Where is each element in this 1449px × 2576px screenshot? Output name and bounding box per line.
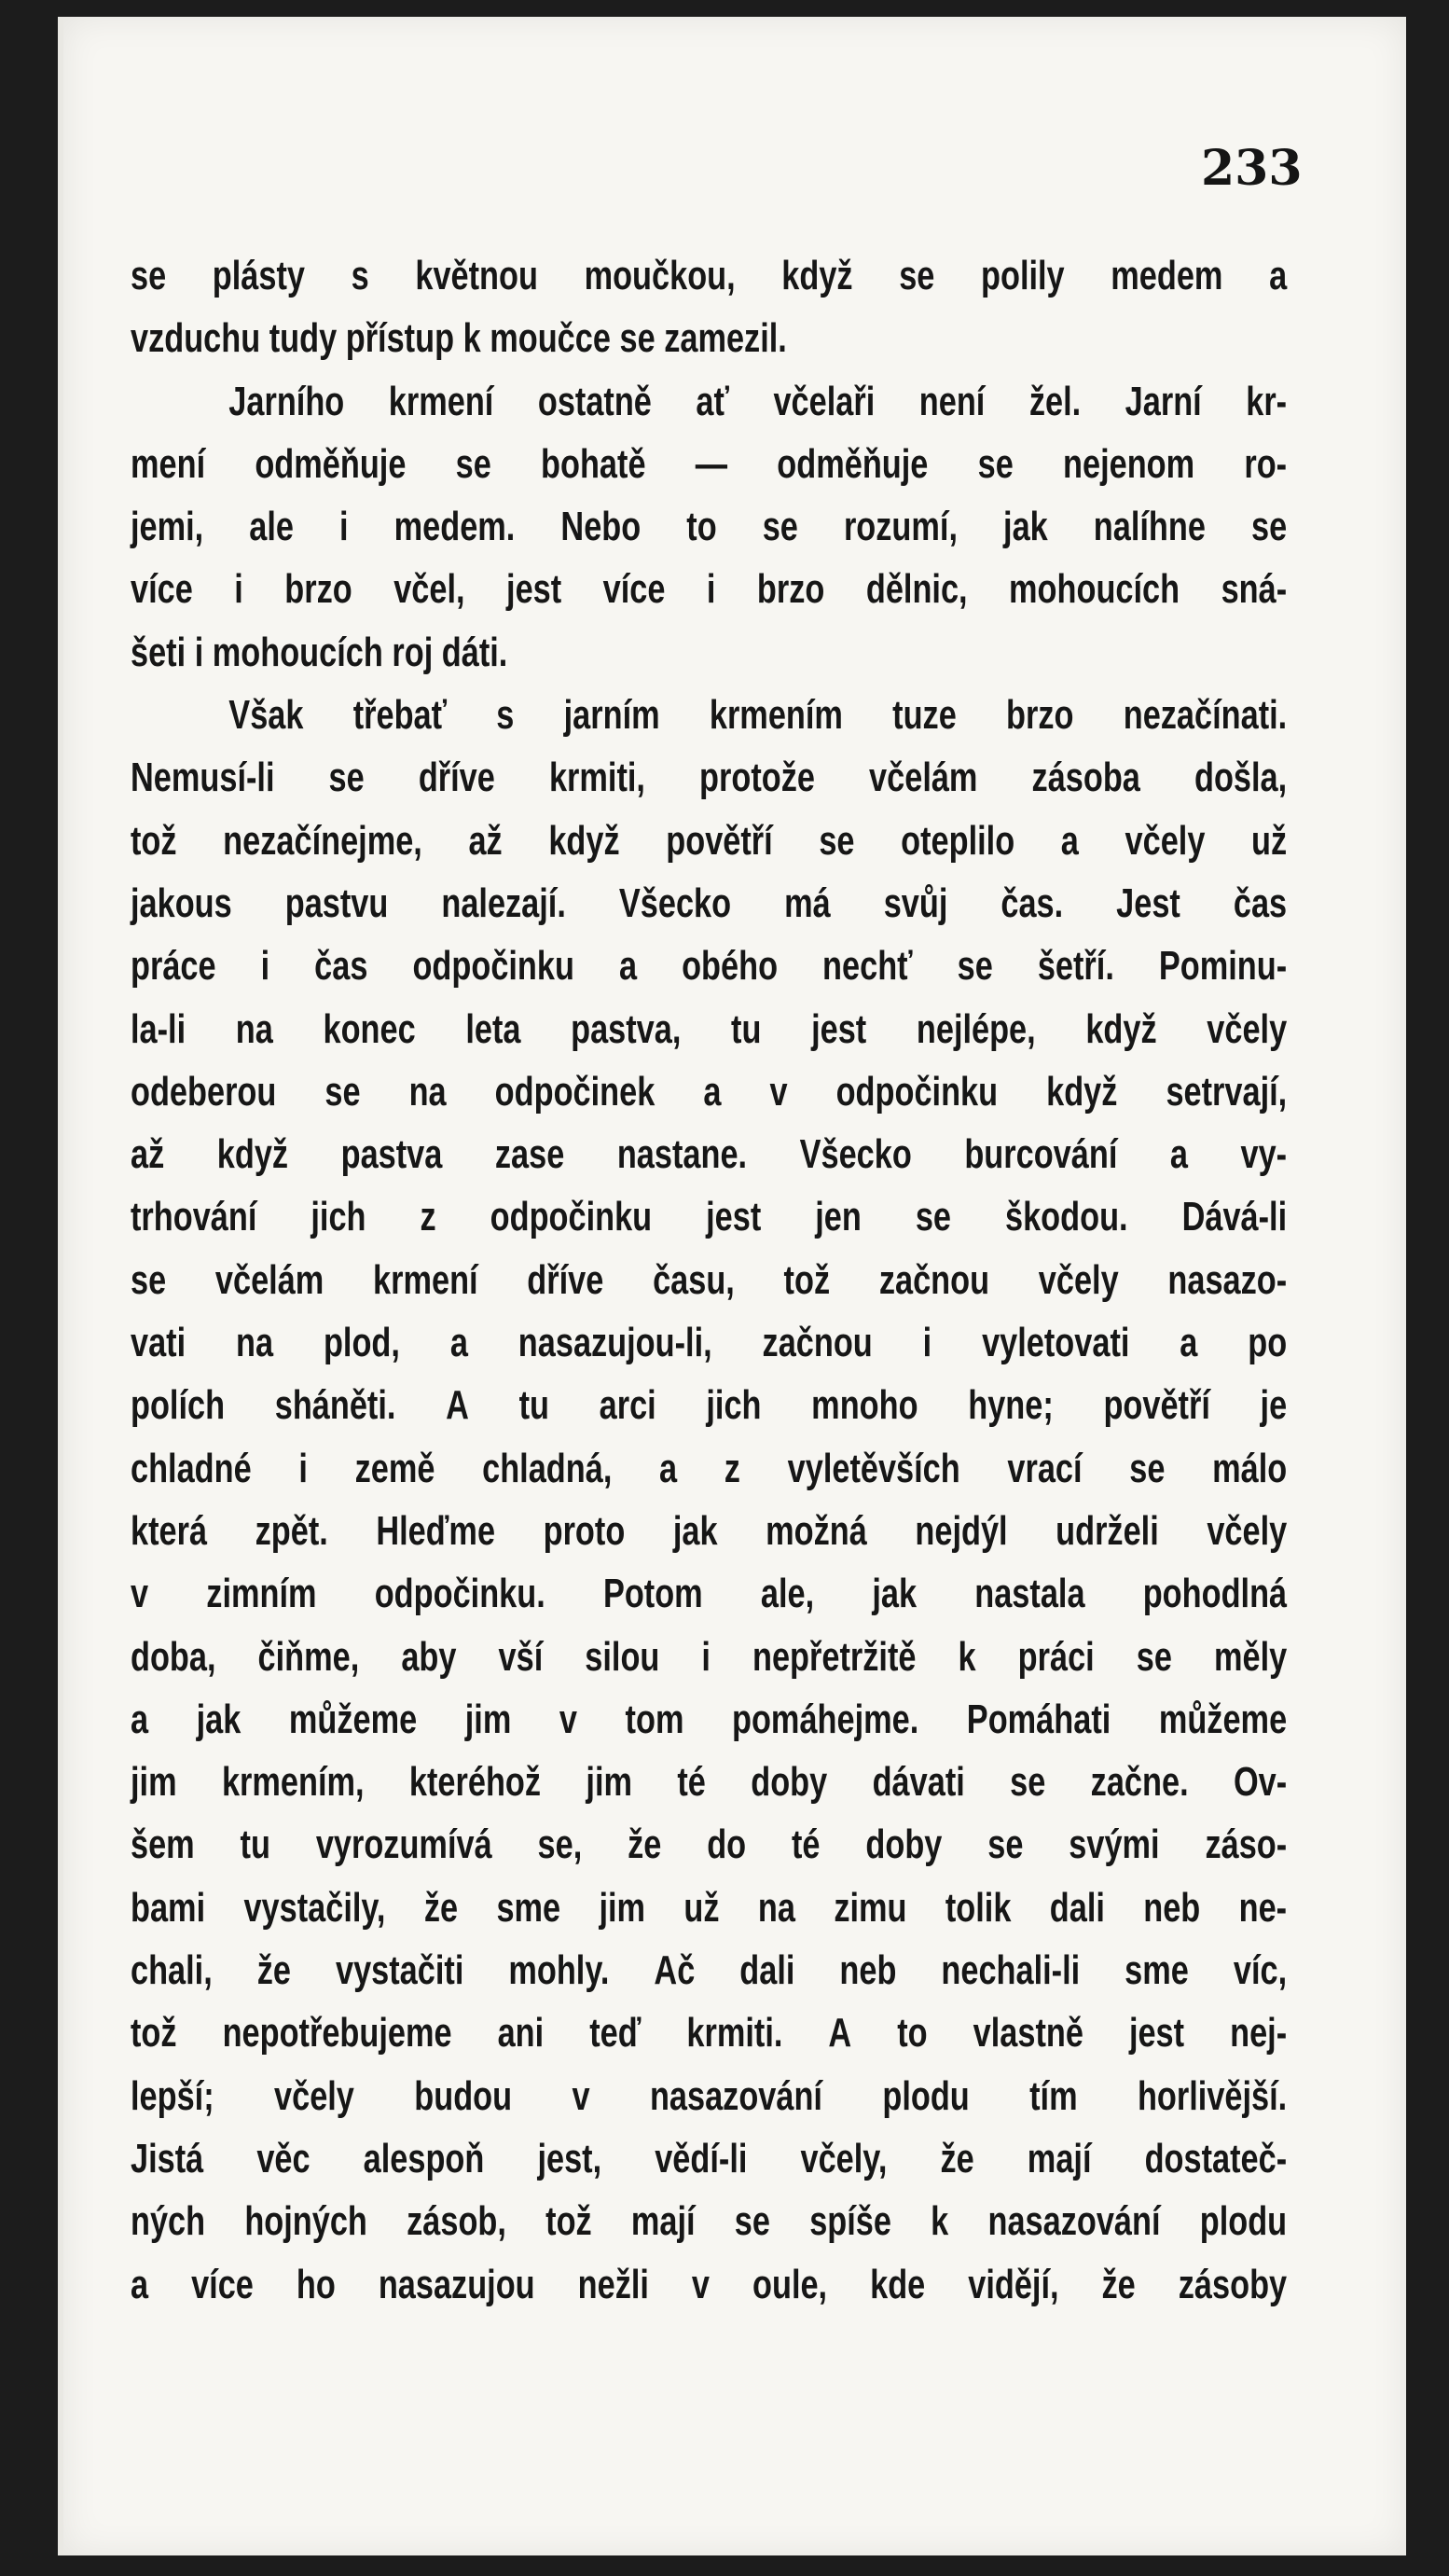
text-line: která zpět. Hleďme proto jak možná nejdýl udrželi včely bbox=[131, 1507, 1288, 1554]
text-line: bami vystačily, že sme jim už na zimu tolik dali neb ne- bbox=[131, 1884, 1288, 1931]
text-line: se plásty s květnou moučkou, když se polily medem a bbox=[131, 253, 1288, 298]
text-line: Jarního krmení ostatně ať včelaři není žel. Jarní kr- bbox=[228, 378, 1288, 424]
text-line: jemi, ale i medem. Nebo to se rozumí, jak nalíhne se bbox=[131, 504, 1288, 550]
text-line: Však třebať s jarním krmením tuze brzo nezačínati. bbox=[228, 692, 1288, 739]
text-line: ných hojných zásob, tož mají se spíše k nasazování plodu bbox=[131, 2198, 1288, 2245]
text-line: chladné i země chladná, a z vyletěvších vrací se málo bbox=[131, 1445, 1288, 1491]
body-text bbox=[131, 244, 1287, 2316]
text-line: Nemusí-li se dříve krmiti, protože včelám zásoba došla, bbox=[131, 755, 1288, 801]
text-line: tož nepotřebujeme ani teď krmiti. A to vlastně jest nej- bbox=[131, 2010, 1288, 2057]
text-line: la-li na konec leta pastva, tu jest nejlépe, když včely bbox=[131, 1005, 1288, 1052]
text-line: jakous pastvu nalezají. Všecko má svůj čas. Jest čas bbox=[131, 879, 1288, 926]
text-line: více i brzo včel, jest více i brzo dělnic, mohoucích sná- bbox=[131, 566, 1288, 613]
text-line: lepší; včely budou v nasazování plodu tím horlivější. bbox=[131, 2072, 1288, 2119]
text-line: práce i čas odpočinku a obého nechť se šetří. Pominu- bbox=[131, 943, 1288, 990]
text-line: mení odměňuje se bohatě — odměňuje se nejenom ro- bbox=[131, 440, 1288, 487]
text-line: šem tu vyrozumívá se, že do té doby se svými záso- bbox=[131, 1821, 1288, 1868]
text-line: Jistá věc alespoň jest, vědí-li včely, že mají dostateč- bbox=[131, 2135, 1288, 2181]
text-line: polích sháněti. A tu arci jich mnoho hyne; povětří je bbox=[131, 1382, 1288, 1429]
text-line: šeti i mohoucích roj dáti. bbox=[131, 629, 508, 675]
text-line: a více ho nasazujou nežli v oule, kde vidějí, že zásoby bbox=[131, 2261, 1288, 2307]
text-line: v zimním odpočinku. Potom ale, jak nastala pohodlná bbox=[131, 1571, 1288, 1617]
text-line: jim krmením, kteréhož jim té doby dávati se začne. Ov- bbox=[131, 1759, 1288, 1806]
text-line: odeberou se na odpočinek a v odpočinku když setrvají, bbox=[131, 1068, 1288, 1115]
text-line: a jak můžeme jim v tom pomáhejme. Pomáhati můžeme bbox=[131, 1696, 1288, 1742]
text-line: se včelám krmení dříve času, tož začnou včely nasazo- bbox=[131, 1256, 1288, 1303]
page-number: 233 bbox=[1201, 140, 1303, 197]
text-line: doba, čiňme, aby vší silou i nepřetržitě k práci se měly bbox=[131, 1633, 1288, 1680]
text-line: tož nezačínejme, až když povětří se oteplilo a včely už bbox=[131, 817, 1288, 864]
text-line: vati na plod, a nasazujou-li, začnou i vyletovati a po bbox=[131, 1320, 1288, 1366]
text-line: až když pastva zase nastane. Všecko burcování a vy- bbox=[131, 1131, 1288, 1178]
text-line: vzduchu tudy přístup k moučce se zamezil. bbox=[131, 315, 787, 362]
text-line: trhování jich z odpočinku jest jen se škodou. Dává-li bbox=[131, 1194, 1288, 1240]
text-line: chali, že vystačiti mohly. Ač dali neb nechali-li sme víc, bbox=[131, 1947, 1288, 1994]
